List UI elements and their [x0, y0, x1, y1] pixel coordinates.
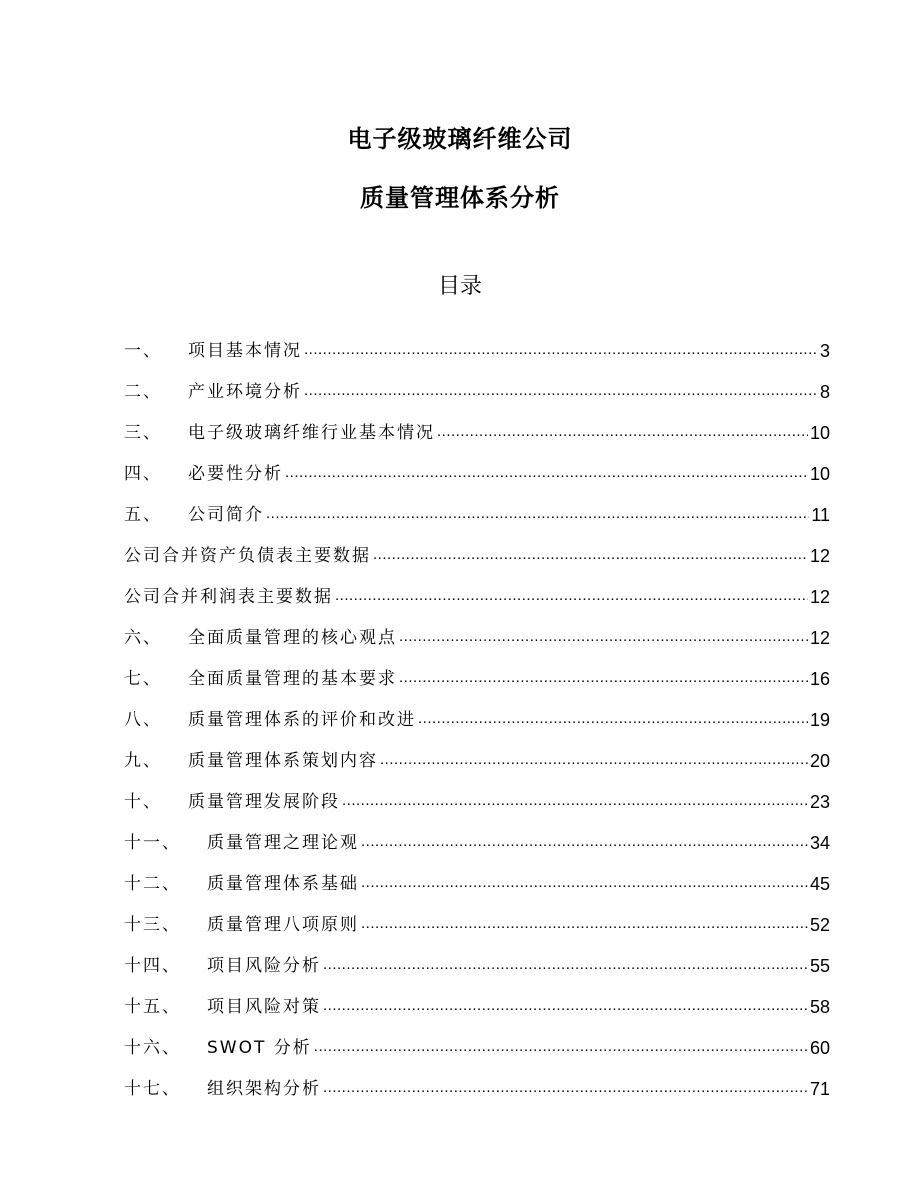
- toc-entry-title: [124, 789, 340, 815]
- toc-entry-label: 组织架构分析: [207, 1079, 321, 1099]
- toc-entry-title: [124, 1076, 321, 1102]
- toc-entry-number: 九、: [124, 751, 162, 771]
- toc-entry[interactable]: [124, 1020, 830, 1061]
- toc-entry-number: 一、: [124, 341, 162, 361]
- toc-entry-number: 十四、: [124, 956, 181, 976]
- toc-dot-leader: [418, 708, 808, 730]
- toc-dot-leader: [285, 462, 808, 484]
- toc-page-number: 19: [809, 710, 830, 730]
- toc-entry-title: [124, 543, 371, 569]
- document-title-line2: 质量管理体系分析: [360, 184, 560, 212]
- toc-entry-number: 八、: [124, 710, 162, 730]
- toc-entry-title: [124, 830, 359, 856]
- toc-dot-leader: [437, 421, 808, 443]
- toc-entry[interactable]: [124, 938, 830, 979]
- toc-page-number: 71: [809, 1079, 830, 1099]
- toc-entry[interactable]: [124, 405, 830, 446]
- toc-dot-leader: [373, 544, 808, 566]
- table-of-contents: [124, 323, 830, 1102]
- toc-entry-title: [124, 748, 378, 774]
- toc-entry-number: 五、: [124, 505, 162, 525]
- toc-entry[interactable]: [124, 815, 830, 856]
- toc-entry-label: 公司简介: [188, 505, 264, 525]
- toc-page-number: 45: [809, 874, 830, 894]
- toc-entry-number: 十二、: [124, 874, 181, 894]
- toc-entry-label: 全面质量管理的核心观点: [188, 628, 397, 648]
- toc-entry[interactable]: [124, 733, 830, 774]
- toc-entry-title: [124, 461, 283, 487]
- toc-entry[interactable]: [124, 692, 830, 733]
- toc-dot-leader: [323, 954, 808, 976]
- toc-entry[interactable]: [124, 979, 830, 1020]
- toc-page-number: 55: [809, 956, 830, 976]
- toc-entry-number: 三、: [124, 423, 162, 443]
- toc-entry-number: 二、: [124, 382, 162, 402]
- toc-entry-label: 全面质量管理的基本要求: [188, 669, 397, 689]
- toc-dot-leader: [361, 831, 808, 853]
- toc-entry-title: [124, 912, 359, 938]
- document-title-line1: 电子级玻璃纤维公司: [347, 125, 573, 153]
- toc-entry-number: 七、: [124, 669, 162, 689]
- toc-entry-title: [124, 953, 321, 979]
- toc-entry-label: 公司合并资产负债表主要数据: [124, 546, 371, 566]
- toc-entry-title: [124, 1035, 312, 1061]
- toc-page-number: 16: [809, 669, 830, 689]
- toc-page-number: 52: [809, 915, 830, 935]
- toc-entry[interactable]: [124, 610, 830, 651]
- toc-page-number: 34: [809, 833, 830, 853]
- toc-entry[interactable]: [124, 856, 830, 897]
- toc-page-number: 58: [809, 997, 830, 1017]
- toc-dot-leader: [399, 626, 808, 648]
- toc-entry-label: 质量管理体系的评价和改进: [188, 710, 416, 730]
- toc-entry[interactable]: [124, 651, 830, 692]
- toc-page-number: 60: [809, 1038, 830, 1058]
- toc-entry-number: 四、: [124, 464, 162, 484]
- toc-dot-leader: [380, 749, 808, 771]
- toc-page-number: 10: [809, 423, 830, 443]
- toc-entry-title: [124, 666, 397, 692]
- toc-entry-title: [124, 584, 333, 610]
- toc-entry-number: 十一、: [124, 833, 181, 853]
- toc-entry[interactable]: [124, 569, 830, 610]
- toc-page-number: 12: [809, 587, 830, 607]
- toc-entry[interactable]: [124, 323, 830, 364]
- toc-entry[interactable]: [124, 897, 830, 938]
- toc-page-number: 12: [809, 546, 830, 566]
- toc-entry-number: 六、: [124, 628, 162, 648]
- toc-entry-label: 电子级玻璃纤维行业基本情况: [188, 423, 435, 443]
- toc-dot-leader: [304, 339, 818, 361]
- toc-dot-leader: [335, 585, 808, 607]
- toc-heading: 目录: [437, 274, 482, 299]
- toc-dot-leader: [399, 667, 808, 689]
- toc-dot-leader: [323, 995, 808, 1017]
- toc-dot-leader: [361, 913, 808, 935]
- toc-entry-label: 质量管理八项原则: [207, 915, 359, 935]
- toc-page-number: 12: [809, 628, 830, 648]
- toc-page-number: 3: [819, 341, 830, 361]
- toc-entry[interactable]: [124, 774, 830, 815]
- toc-entry-title: [124, 502, 264, 528]
- toc-entry-label: 必要性分析: [188, 464, 283, 484]
- toc-entry[interactable]: [124, 364, 830, 405]
- toc-page-number: 23: [809, 792, 830, 812]
- toc-dot-leader: [266, 503, 809, 525]
- toc-entry[interactable]: [124, 528, 830, 569]
- toc-entry-title: [124, 625, 397, 651]
- toc-dot-leader: [342, 790, 808, 812]
- toc-entry-label: 质量管理之理论观: [207, 833, 359, 853]
- toc-entry-label: 质量管理体系策划内容: [188, 751, 378, 771]
- toc-entry-label: 质量管理发展阶段: [188, 792, 340, 812]
- toc-entry-number: 十五、: [124, 997, 181, 1017]
- toc-entry-title: [124, 871, 359, 897]
- toc-entry-label: 项目风险对策: [207, 997, 321, 1017]
- toc-entry-title: [124, 338, 302, 364]
- toc-page-number: 8: [819, 382, 830, 402]
- toc-entry-label: 项目风险分析: [207, 956, 321, 976]
- toc-entry-number: 十、: [124, 792, 162, 812]
- toc-entry-title: [124, 420, 435, 446]
- toc-entry[interactable]: [124, 446, 830, 487]
- toc-entry[interactable]: [124, 487, 830, 528]
- toc-entry-number: 十七、: [124, 1079, 181, 1099]
- toc-page-number: 20: [809, 751, 830, 771]
- toc-dot-leader: [361, 872, 808, 894]
- toc-entry-title: [124, 379, 302, 405]
- toc-entry[interactable]: [124, 1061, 830, 1102]
- toc-dot-leader: [323, 1077, 808, 1099]
- toc-dot-leader: [304, 380, 818, 402]
- toc-page-number: 11: [811, 505, 830, 525]
- toc-entry-number: 十六、: [124, 1038, 181, 1058]
- toc-entry-label: 项目基本情况: [188, 341, 302, 361]
- toc-entry-title: [124, 994, 321, 1020]
- toc-entry-label: 产业环境分析: [188, 382, 302, 402]
- toc-page-number: 10: [809, 464, 830, 484]
- toc-entry-label: 公司合并利润表主要数据: [124, 587, 333, 607]
- toc-entry-number: 十三、: [124, 915, 181, 935]
- toc-entry-label: 质量管理体系基础: [207, 874, 359, 894]
- toc-dot-leader: [314, 1036, 808, 1058]
- toc-entry-title: [124, 707, 416, 733]
- toc-entry-label: SWOT 分析: [207, 1038, 312, 1058]
